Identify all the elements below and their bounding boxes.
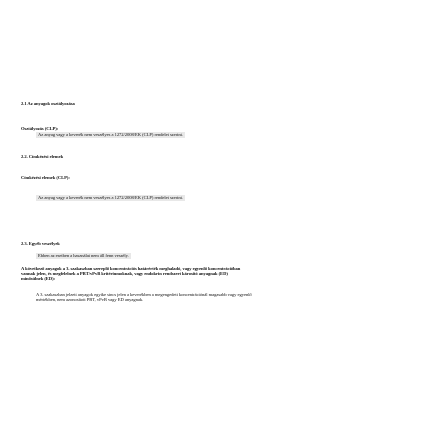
other-hazards-p1-line3: minősülnek (ED): (21, 276, 56, 281)
classification-text: Az anyag vagy a keverék nem veszélyes a 1272/2008/EK (CLP) rendelet szerint. (38, 132, 183, 137)
other-hazards-p1-line1: A következő anyagok a 3. szakaszban szereplő koncentrációs határérték meghaladó, vagy egyenlő koncentrációban (21, 266, 241, 271)
label-elements-text: Az anyag vagy a keverék nem veszélyes a 1272/2008/EK (CLP) rendelet szerint. (38, 195, 183, 200)
other-hazards-p2-line2: mértékben, nem azonosított PBT, vPvB vagy ED anyagnak. (36, 297, 144, 302)
section-2-1-heading: 2.1 Az anyagok osztályozása (21, 101, 75, 106)
other-hazards-p2-line1: A 3. szakaszban jelzett anyagok egyike sincs jelen a keverékben a megengedett koncentrációnál magasabb vagy egyenlő (36, 292, 252, 297)
label-elements-label: Címkézési elemek (CLP): (21, 175, 70, 180)
other-hazards-p1-line2: vannak jelen, és megfelelnek a PBT/vPvB kritériumoknak, vagy endokrin rendszert károsító anyagnak (ED) (21, 271, 228, 276)
other-hazards-intro: Ebben az esetben a használat nem áll fenn veszély. (38, 253, 129, 258)
section-2-3-heading: 2.3. Egyéb veszélyek (21, 241, 60, 246)
classification-label: Osztályozás (CLP): (21, 126, 59, 131)
section-2-2-heading: 2.2. Címkézési elemek (21, 154, 64, 159)
